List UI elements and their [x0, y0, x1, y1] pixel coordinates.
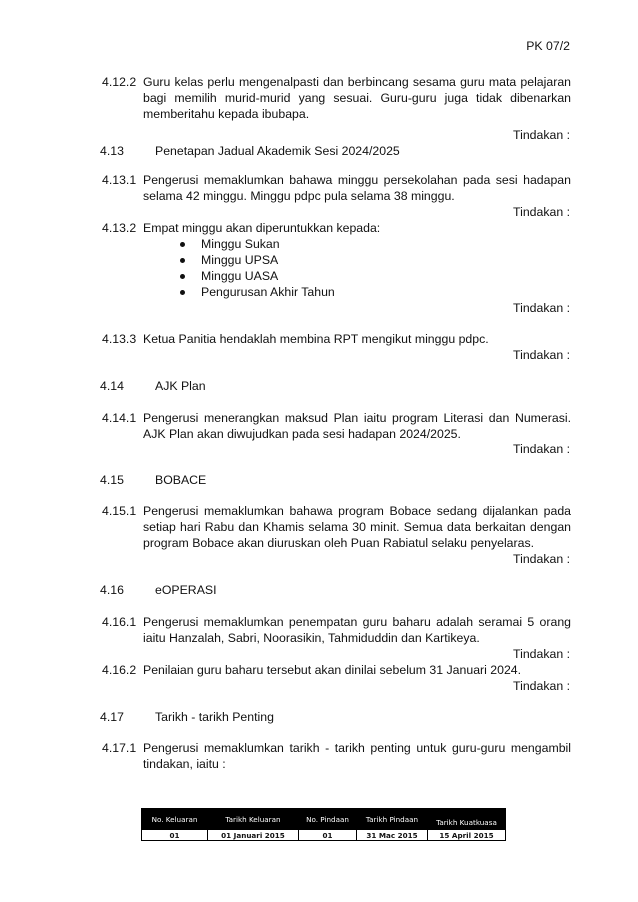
table-cell: 31 Mac 2015	[357, 830, 428, 841]
item-text: Penilaian guru baharu tersebut akan dinilai sebelum 31 Januari 2024.	[143, 663, 522, 677]
column-header: Tarikh Pindaan	[357, 809, 428, 830]
item-text: Pengerusi memaklumkan penempatan guru baharu adalah seramai 5 orang iaitu Hanzalah, Sabri, Noorasikin, Tahmiduddin dan Kartikeya.	[143, 615, 571, 645]
table-cell: 01	[299, 830, 357, 841]
column-header: Tarikh Keluaran	[208, 809, 299, 830]
item-text: Pengerusi menerangkan maksud Plan iaitu program Literasi dan Numerasi. AJK Plan akan diwujudkan pada sesi hadapan 2024/2025.	[143, 411, 571, 441]
table-cell: 01 Januari 2015	[208, 830, 299, 841]
column-header: No. Keluaran	[142, 809, 208, 830]
item-number: 4.13.1	[102, 173, 137, 187]
list-item: Pengurusan Akhir Tahun	[178, 284, 335, 300]
item-text: Pengerusi memaklumkan bahawa program Bobace sedang dijalankan pada setiap hari Rabu dan Khamis selama 30 minit. Semua data berkaitan dengan program Bobace akan diuruskan oleh Puan Rabiatul selaku penyelaras.	[143, 504, 571, 550]
action-label: Tindakan :	[513, 647, 570, 661]
item-number: 4.14.1	[102, 411, 137, 425]
bullet-list	[178, 236, 335, 300]
item-number: 4.13.2	[102, 221, 137, 235]
action-label: Tindakan :	[513, 301, 570, 315]
list-item: Minggu Sukan	[178, 236, 335, 252]
action-label: Tindakan :	[513, 679, 570, 693]
section-number: 4.13	[100, 144, 124, 158]
item-text: Empat minggu akan diperuntukkan kepada:	[143, 221, 381, 235]
section-number: 4.14	[100, 379, 124, 393]
table-cell: 15 April 2015	[428, 830, 506, 841]
section-title: eOPERASI	[155, 583, 217, 597]
item-text: Pengerusi memaklumkan bahawa minggu persekolahan pada sesi hadapan selama 42 minggu. Minggu pdpc pula selama 38 minggu.	[143, 173, 571, 203]
document-control-table	[141, 808, 506, 841]
section-title: Tarikh - tarikh Penting	[155, 710, 274, 724]
page-code: PK 07/2	[526, 39, 570, 53]
item-number: 4.15.1	[102, 504, 137, 518]
table-row	[142, 830, 506, 841]
item-number: 4.16.2	[102, 663, 137, 677]
action-label: Tindakan :	[513, 205, 570, 219]
item-number: 4.13.3	[102, 332, 137, 346]
section-title: AJK Plan	[155, 379, 206, 393]
item-text: Ketua Panitia hendaklah membina RPT mengikut minggu pdpc.	[143, 332, 489, 346]
item-text: Guru kelas perlu mengenalpasti dan berbincang sesama guru mata pelajaran bagi memilih murid-murid yang sesuai. Guru-guru juga tidak dibenarkan memberitahu kepada ibubapa.	[143, 75, 571, 121]
item-text: Pengerusi memaklumkan tarikh - tarikh penting untuk guru-guru mengambil tindakan, iaitu :	[143, 741, 571, 771]
action-label: Tindakan :	[513, 348, 570, 362]
column-header: No. Pindaan	[299, 809, 357, 830]
item-number: 4.17.1	[102, 741, 137, 755]
table-header-row	[142, 809, 506, 830]
column-header: Tarikh Kuatkuasa	[428, 809, 506, 830]
section-number: 4.15	[100, 473, 124, 487]
item-number: 4.16.1	[102, 615, 137, 629]
action-label: Tindakan :	[513, 128, 570, 142]
table-cell: 01	[142, 830, 208, 841]
section-number: 4.16	[100, 583, 124, 597]
list-item: Minggu UASA	[178, 268, 335, 284]
action-label: Tindakan :	[513, 552, 570, 566]
section-number: 4.17	[100, 710, 124, 724]
section-title: BOBACE	[155, 473, 207, 487]
action-label: Tindakan :	[513, 442, 570, 456]
section-title: Penetapan Jadual Akademik Sesi 2024/2025	[155, 144, 400, 158]
list-item: Minggu UPSA	[178, 252, 335, 268]
item-number: 4.12.2	[102, 75, 137, 89]
